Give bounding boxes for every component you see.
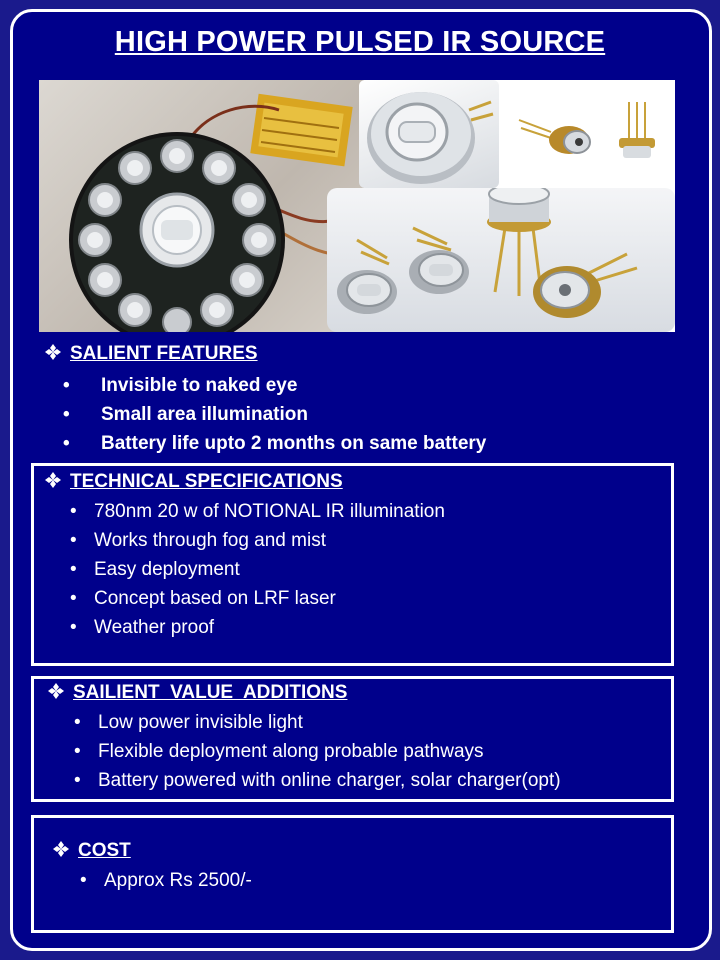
list-item-text: Concept based on LRF laser xyxy=(94,588,336,609)
cost-heading xyxy=(52,840,131,862)
list-item xyxy=(70,497,650,526)
bullet-dot-icon: • xyxy=(80,870,87,891)
list-item-text: Weather proof xyxy=(94,617,215,638)
bullet-dot-icon: • xyxy=(63,375,70,396)
diamond-bullet-icon xyxy=(52,840,78,862)
list-item-text: Flexible deployment along probable pathways xyxy=(98,741,484,762)
page-title: HIGH POWER PULSED IR SOURCE xyxy=(114,26,606,58)
section-title: SALIENT FEATURES xyxy=(70,343,258,364)
laser-diode-group-photo xyxy=(327,188,675,332)
list-item xyxy=(63,429,663,458)
product-photo-collage xyxy=(39,80,675,332)
list-item-text: Low power invisible light xyxy=(98,712,303,733)
list-item xyxy=(70,555,650,584)
bullet-dot-icon: • xyxy=(70,501,77,522)
list-item xyxy=(70,584,650,613)
value-additions-list xyxy=(74,708,664,795)
laser-can-photo xyxy=(359,80,499,188)
list-item xyxy=(70,526,650,555)
list-item xyxy=(80,866,480,895)
list-item-text: Approx Rs 2500/- xyxy=(104,870,252,891)
list-item xyxy=(74,708,664,737)
value-additions-heading xyxy=(47,682,347,704)
section-title: SAILIENT VALUE ADDITIONS xyxy=(73,682,348,703)
technical-specifications-list xyxy=(70,497,650,642)
section-title: TECHNICAL SPECIFICATIONS xyxy=(70,471,343,492)
list-item-text: Battery powered with online charger, solar charger(opt) xyxy=(98,770,561,791)
bullet-dot-icon: • xyxy=(70,559,77,580)
bullet-dot-icon: • xyxy=(74,741,81,762)
bullet-dot-icon: • xyxy=(70,588,77,609)
list-item-text: Battery life upto 2 months on same battery xyxy=(101,433,487,454)
technical-specifications-heading xyxy=(44,471,343,493)
list-item-text: 780nm 20 w of NOTIONAL IR illumination xyxy=(94,501,445,522)
diamond-bullet-icon xyxy=(47,682,73,704)
bullet-dot-icon: • xyxy=(70,617,77,638)
salient-features-heading xyxy=(44,343,258,365)
salient-features-list xyxy=(63,371,663,458)
cost-list xyxy=(80,866,480,895)
bullet-dot-icon: • xyxy=(70,530,77,551)
bullet-dot-icon: • xyxy=(74,770,81,791)
list-item-text: Works through fog and mist xyxy=(94,530,326,551)
list-item-text: Invisible to naked eye xyxy=(101,375,298,396)
bullet-dot-icon: • xyxy=(63,433,70,454)
list-item xyxy=(63,371,663,400)
led-board-photo xyxy=(39,80,364,332)
list-item-text: Easy deployment xyxy=(94,559,240,580)
diamond-bullet-icon xyxy=(44,343,70,365)
bullet-dot-icon: • xyxy=(63,404,70,425)
diode-parts-photo xyxy=(499,80,675,188)
list-item xyxy=(74,737,664,766)
list-item-text: Small area illumination xyxy=(101,404,308,425)
bullet-dot-icon: • xyxy=(74,712,81,733)
list-item xyxy=(63,400,663,429)
section-title: COST xyxy=(78,840,131,861)
diamond-bullet-icon xyxy=(44,471,70,493)
list-item xyxy=(70,613,650,642)
list-item xyxy=(74,766,664,795)
